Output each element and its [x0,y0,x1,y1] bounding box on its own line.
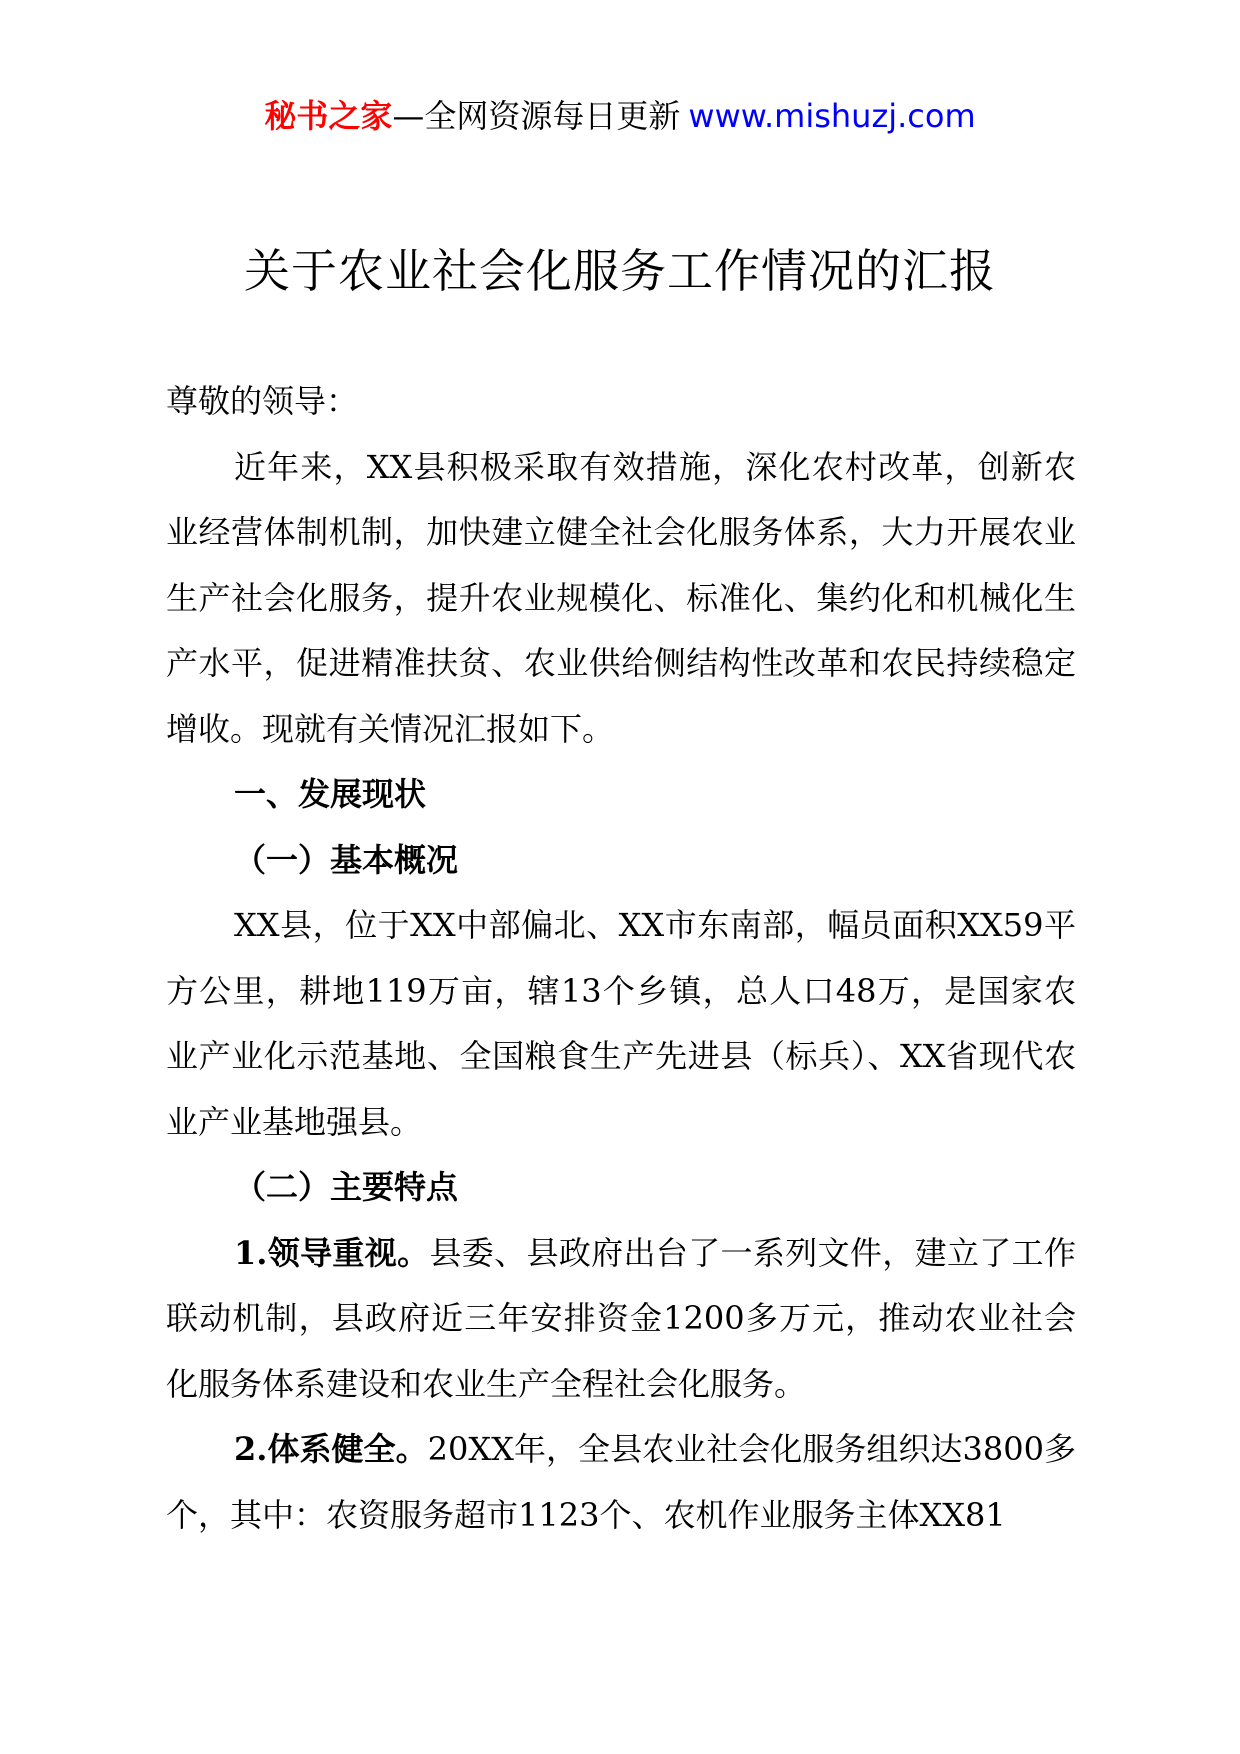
feature-paragraph-1 [166,1221,1076,1418]
intro-paragraph: 近年来，XX县积极采取有效措施，深化农村改革，创新农业经营体制机制，加快建立健全社会化服务体系，大力开展农业生产社会化服务，提升农业规模化、标准化、集约化和机械化生产水平，促进精准扶贫、农业供给侧结构性改革和农民持续稳定增收。现就有关情况汇报如下。 [166,447,1076,748]
brand-name: 秘书之家 [264,97,393,135]
website-link[interactable]: www.mishuzj.com [688,97,976,135]
feature-lead-1: 1.领导重视。 [234,1233,430,1272]
feature-lead-2: 2.体系健全。 [234,1430,428,1468]
header-tagline: —全网资源每日更新 [392,97,681,135]
subsection-heading-features: （二）主要特点 [234,1168,459,1206]
feature-text-2: 20XX年，全县农业社会化服务组织达3800多个，其中：农资服务超市1123个、农机作业服务主体XX81 [166,1430,1076,1534]
feature-text-1: 县委、县政府出台了一系列文件，建立了工作联动机制，县政府近三年安排资金1200多万元，推动农业社会化服务体系建设和农业生产全程社会化服务。 [166,1233,1076,1403]
feature-paragraph-2 [166,1417,1076,1548]
section-heading: 一、发展现状 [234,775,427,813]
document-body [166,369,1076,1548]
site-header [0,92,1240,140]
document-title: 关于农业社会化服务工作情况的汇报 [244,244,996,298]
salutation: 尊敬的领导： [166,382,359,420]
basic-overview-paragraph: XX县，位于XX中部偏北、XX市东南部，幅员面积XX59平方公里，耕地119万亩，辖13个乡镇，总人口48万，是国家农业产业化示范基地、全国粮食生产先进县（标兵）、XX省现代农业产业基地强县。 [166,906,1076,1141]
subsection-heading-basic: （一）基本概况 [234,840,459,879]
